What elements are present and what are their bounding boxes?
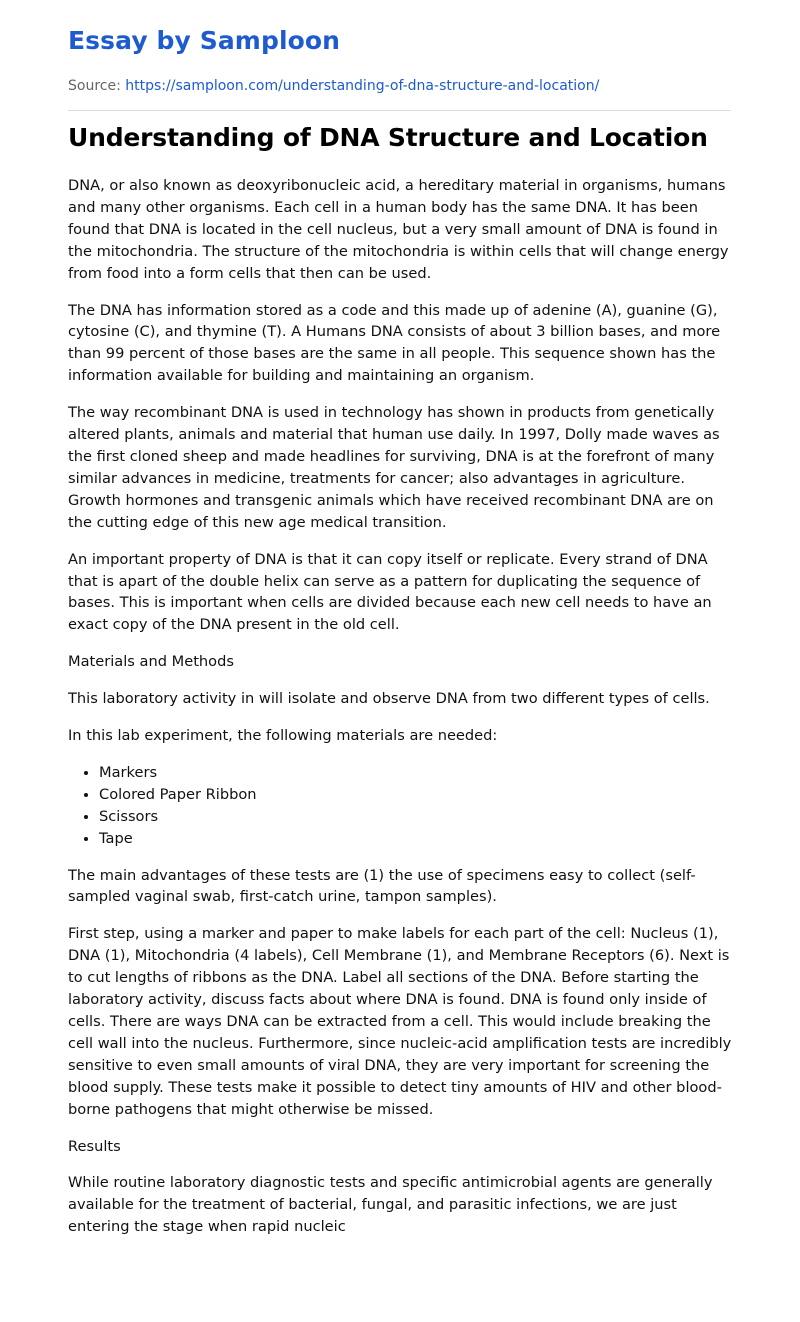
paragraph-6: In this lab experiment, the following materials are needed: bbox=[68, 727, 498, 745]
results-heading: Results bbox=[68, 1137, 121, 1155]
article-body bbox=[68, 121, 732, 1253]
source-line bbox=[68, 78, 599, 94]
paragraph-2: The DNA has information stored as a code and this made up of adenine (A), guanine (G), cytosine (C), and thymine (T). A Humans DNA consists of about 3 billion bases, and more than 99 percent of those bases are the same in all people. This sequence shown has the information available for building and maintaining an organism. bbox=[68, 301, 721, 385]
paragraph-8: First step, using a marker and paper to make labels for each part of the cell: Nucleus (1), DNA (1), Mitochondria (4 labels), Cell Membrane (1), and Membrane Receptors (6). Next is to cut lengths of ribbons as the DNA. Label all sections of the DNA. Before starting the laboratory activity, discuss facts about where DNA is found. DNA is found only inside of cells. There are ways DNA can be extracted from a cell. This would include breaking the cell wall into the nucleus. Furthermore, since nucleic-acid amplification tests are incredibly sensitive to even small amounts of viral DNA, they are very important for screening the blood supply. These tests make it possible to detect tiny amounts of HIV and other blood-borne pathogens that might otherwise be missed. bbox=[68, 925, 732, 1118]
list-item: • Markers bbox=[99, 762, 732, 784]
source-label: Source: bbox=[68, 78, 126, 94]
list-item: • Tape bbox=[99, 828, 732, 850]
header-divider bbox=[68, 110, 731, 111]
materials-list bbox=[68, 762, 732, 850]
materials-methods-heading: Materials and Methods bbox=[68, 653, 234, 671]
source-link[interactable]: https://samploon.com/understanding-of-dna-structure-and-location/ bbox=[125, 78, 600, 94]
brand-title: Essay by Samploon bbox=[68, 26, 341, 55]
paragraph-7: The main advantages of these tests are (1) the use of specimens easy to collect (self-sampled vaginal swab, first-catch urine, tampon samples). bbox=[68, 866, 696, 906]
paragraph-3: The way recombinant DNA is used in technology has shown in products from genetically altered plants, animals and material that human use daily. In 1997, Dolly made waves as the first cloned sheep and made headlines for surviving, DNA is at the forefront of many similar advances in medicine, treatments for cancer; also advantages in agriculture. Growth hormones and transgenic animals which have received recombinant DNA are on the cutting edge of this new age medical transition. bbox=[68, 404, 720, 531]
paragraph-1: DNA, or also known as deoxyribonucleic acid, a hereditary material in organisms, humans and many other organisms. Each cell in a human body has the same DNA. It has been found that DNA is located in the cell nucleus, but a very small amount of DNA is found in the mitochondria. The structure of the mitochondria is within cells that will change energy from food into a form cells that then can be used. bbox=[68, 177, 729, 282]
paragraph-9: While routine laboratory diagnostic tests and specific antimicrobial agents are generally available for the treatment of bacterial, fungal, and parasitic infections, we are just entering the stage when rapid nucleic bbox=[68, 1174, 713, 1236]
list-item: • Scissors bbox=[99, 806, 732, 828]
article-title: Understanding of DNA Structure and Location bbox=[68, 123, 708, 152]
list-item: • Colored Paper Ribbon bbox=[99, 784, 732, 806]
paragraph-4: An important property of DNA is that it can copy itself or replicate. Every strand of DNA that is apart of the double helix can serve as a pattern for duplicating the sequence of bases. This is important when cells are divided because each new cell needs to have an exact copy of the DNA present in the old cell. bbox=[68, 550, 712, 634]
paragraph-5: This laboratory activity in will isolate and observe DNA from two different types of cells. bbox=[68, 690, 710, 708]
